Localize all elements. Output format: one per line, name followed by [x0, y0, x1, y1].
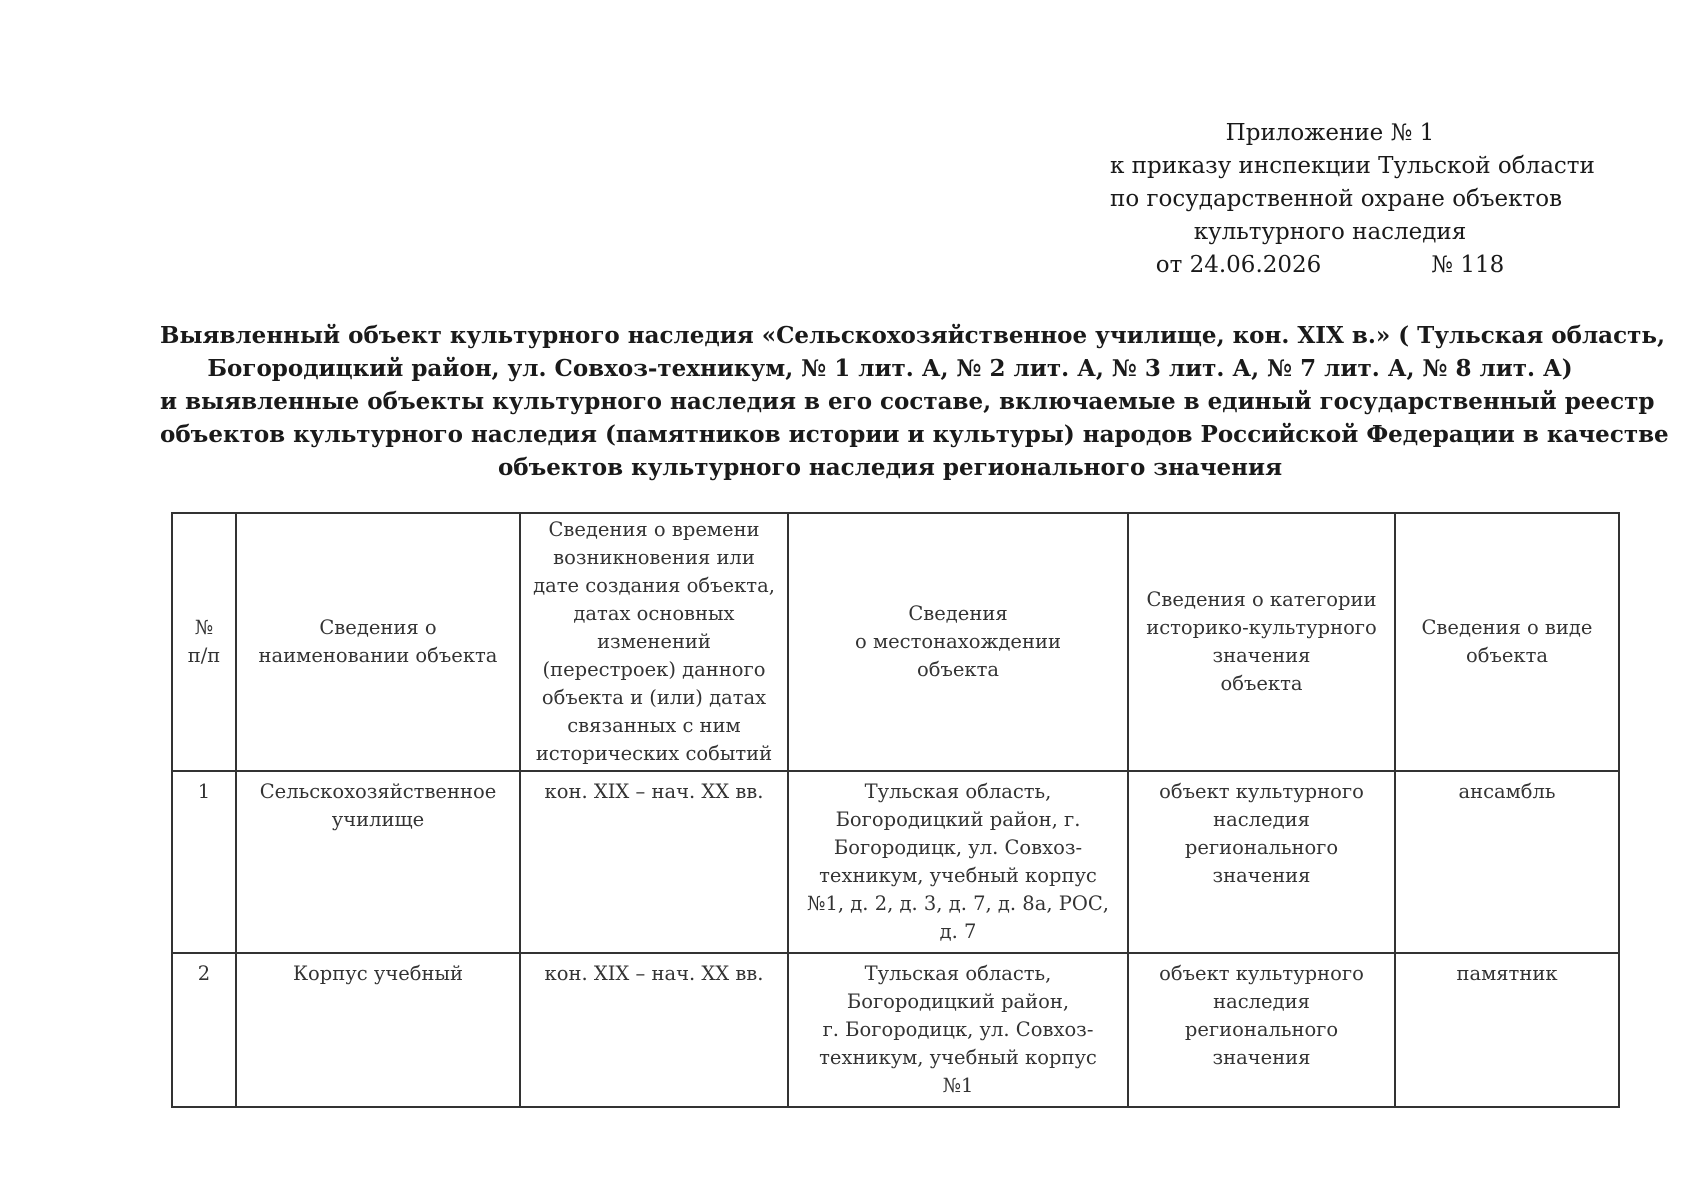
cell-name: Корпус учебный: [236, 953, 520, 1107]
appendix-line: по государственной охране объектов: [1110, 186, 1563, 212]
cell-number: 2: [172, 953, 236, 1107]
header-category: Сведения о категории историко-культурного значения объекта: [1128, 513, 1395, 771]
document-title: [160, 319, 1669, 484]
cell-date: кон. XIX – нач. XX вв.: [520, 953, 788, 1107]
heritage-objects-table: [171, 512, 1620, 1108]
cell-name: Сельскохозяйственное училище: [236, 771, 520, 953]
cell-kind: памятник: [1395, 953, 1619, 1107]
cell-location: Тульская область, Богородицкий район, г. Богородицк, ул. Совхоз- техникум, учебный корпус №1: [788, 953, 1128, 1107]
order-number: № 118: [1431, 252, 1505, 278]
header-location: Сведения о местонахождении объекта: [788, 513, 1128, 771]
appendix-block: [1110, 117, 1595, 282]
appendix-line: Приложение № 1: [1225, 120, 1435, 146]
header-date: Сведения о времени возникновения или дате создания объекта, датах основных изменений (перестроек) данного объекта и (или) датах связанных с ним исторических событий: [520, 513, 788, 771]
title-line: Богородицкий район, ул. Совхоз-техникум, № 1 лит. А, № 2 лит. А, № 3 лит. А, № 7 лит. А, № 8 лит. А): [207, 355, 1573, 382]
cell-kind: ансамбль: [1395, 771, 1619, 953]
header-kind: Сведения о виде объекта: [1395, 513, 1619, 771]
cell-number: 1: [172, 771, 236, 953]
cell-date: кон. XIX – нач. XX вв.: [520, 771, 788, 953]
order-date-number-row: [1110, 249, 1550, 282]
title-line: Выявленный объект культурного наследия «Сельскохозяйственное училище, кон. XIX в.» ( Тульская область,: [160, 322, 1665, 349]
appendix-line: культурного наследия: [1193, 219, 1467, 245]
table-row: [172, 953, 1619, 1107]
title-line: объектов культурного наследия (памятников истории и культуры) народов Российской Федерации в качестве: [160, 421, 1669, 448]
title-line: объектов культурного наследия регионального значения: [497, 454, 1283, 481]
cell-category: объект культурного наследия регионального значения: [1128, 771, 1395, 953]
table-header-row: [172, 513, 1619, 771]
appendix-line: к приказу инспекции Тульской области: [1110, 153, 1595, 179]
header-number: № п/п: [172, 513, 236, 771]
header-name: Сведения о наименовании объекта: [236, 513, 520, 771]
cell-category: объект культурного наследия регионального значения: [1128, 953, 1395, 1107]
table-row: [172, 771, 1619, 953]
cell-location: Тульская область, Богородицкий район, г. Богородицк, ул. Совхоз- техникум, учебный корпус №1, д. 2, д. 3, д. 7, д. 8а, РОС, д. 7: [788, 771, 1128, 953]
title-line: и выявленные объекты культурного наследия в его составе, включаемые в единый государственный реестр: [160, 388, 1655, 415]
order-date: от 24.06.2026: [1155, 252, 1322, 278]
